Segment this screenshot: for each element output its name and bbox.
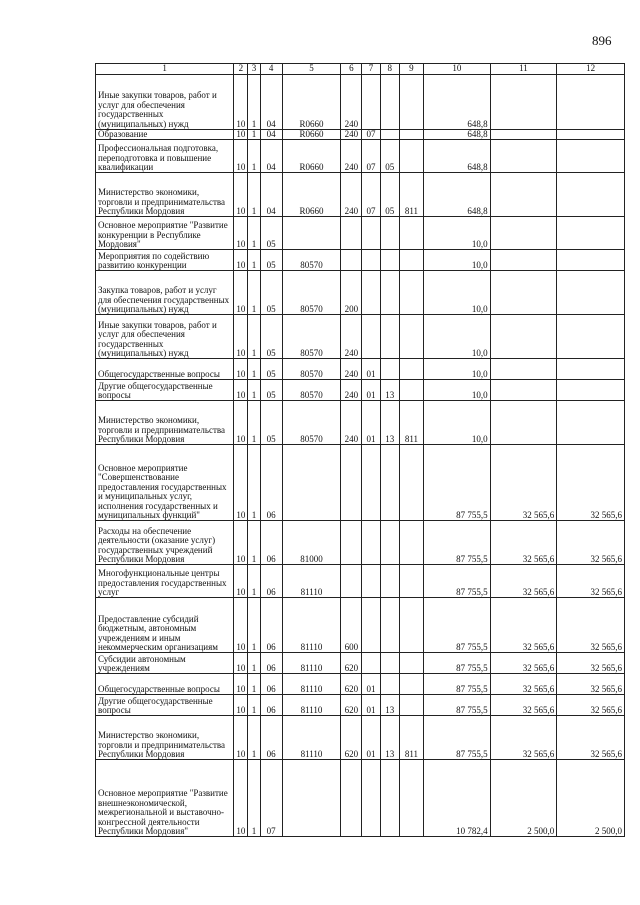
cell-amount: 87 755,5 — [424, 716, 491, 760]
cell-code: 1 — [248, 716, 260, 760]
table-row — [96, 130, 625, 140]
cell-amount — [557, 173, 625, 217]
cell-amount: 32 565,6 — [557, 653, 625, 674]
cell-code: 1 — [248, 140, 260, 173]
cell-code — [362, 760, 380, 837]
column-header: 9 — [399, 64, 423, 75]
cell-code: 10 — [234, 401, 248, 445]
table-header-row — [96, 64, 625, 75]
cell-code — [362, 565, 380, 598]
cell-name: Другие общегосударственные вопросы — [96, 380, 234, 401]
table-row — [96, 359, 625, 380]
cell-code — [341, 521, 362, 565]
cell-code: 1 — [248, 359, 260, 380]
column-header: 5 — [282, 64, 341, 75]
cell-code: 10 — [234, 598, 248, 653]
column-header: 6 — [341, 64, 362, 75]
cell-amount: 648,8 — [424, 173, 491, 217]
cell-name: Министерство экономики, торговли и предпринимательства Республики Мордовия — [96, 173, 234, 217]
cell-code — [341, 760, 362, 837]
cell-code: 80570 — [282, 271, 341, 315]
cell-amount: 87 755,5 — [424, 674, 491, 695]
cell-code — [380, 445, 399, 521]
cell-code — [341, 217, 362, 250]
cell-amount: 32 565,6 — [490, 674, 557, 695]
table-row — [96, 521, 625, 565]
cell-name: Многофункциональные центры предоставления государственных услуг — [96, 565, 234, 598]
cell-code — [362, 315, 380, 359]
cell-code: 1 — [248, 380, 260, 401]
cell-code: 620 — [341, 716, 362, 760]
cell-code — [399, 140, 423, 173]
cell-code: 1 — [248, 598, 260, 653]
cell-code: 04 — [260, 173, 282, 217]
cell-code — [399, 315, 423, 359]
cell-code — [380, 521, 399, 565]
cell-code: 10 — [234, 674, 248, 695]
cell-name: Иные закупки товаров, работ и услуг для обеспечения государственных (муниципальных) нужд — [96, 315, 234, 359]
cell-code — [282, 217, 341, 250]
cell-code — [380, 250, 399, 271]
table-row — [96, 271, 625, 315]
cell-amount — [557, 380, 625, 401]
cell-code: 05 — [260, 401, 282, 445]
cell-code: 1 — [248, 695, 260, 716]
cell-code: 81110 — [282, 565, 341, 598]
cell-code — [399, 75, 423, 130]
cell-code — [362, 653, 380, 674]
cell-code: 1 — [248, 653, 260, 674]
cell-code: 81110 — [282, 695, 341, 716]
cell-code — [399, 359, 423, 380]
cell-code — [341, 250, 362, 271]
cell-code: 1 — [248, 445, 260, 521]
cell-code: 10 — [234, 445, 248, 521]
cell-code — [380, 217, 399, 250]
cell-code: 1 — [248, 315, 260, 359]
cell-code: 07 — [260, 760, 282, 837]
cell-name: Иные закупки товаров, работ и услуг для обеспечения государственных (муниципальных) нужд — [96, 75, 234, 130]
cell-amount: 648,8 — [424, 130, 491, 140]
cell-code — [282, 760, 341, 837]
cell-name: Министерство экономики, торговли и предпринимательства Республики Мордовия — [96, 716, 234, 760]
cell-name: Другие общегосударственные вопросы — [96, 695, 234, 716]
cell-code: 06 — [260, 716, 282, 760]
cell-amount: 87 755,5 — [424, 445, 491, 521]
cell-amount: 87 755,5 — [424, 565, 491, 598]
cell-name: Предоставление субсидий бюджетным, автономным учреждениям и иным некоммерческим организациям — [96, 598, 234, 653]
cell-code: 811 — [399, 401, 423, 445]
cell-code: 06 — [260, 653, 282, 674]
cell-code: 81110 — [282, 716, 341, 760]
table-row — [96, 653, 625, 674]
column-header: 2 — [234, 64, 248, 75]
cell-code — [380, 653, 399, 674]
table-row — [96, 760, 625, 837]
cell-code: 81110 — [282, 653, 341, 674]
cell-name: Основное мероприятие "Развитие внешнеэкономической, межрегиональной и выставочно-конгрессной деятельности Республики Мордовия" — [96, 760, 234, 837]
cell-code: 240 — [341, 315, 362, 359]
table-row — [96, 716, 625, 760]
cell-code: 240 — [341, 130, 362, 140]
cell-code: R0660 — [282, 130, 341, 140]
cell-amount — [557, 140, 625, 173]
cell-code: 200 — [341, 271, 362, 315]
cell-amount: 87 755,5 — [424, 653, 491, 674]
table-body — [96, 75, 625, 837]
cell-code: 10 — [234, 565, 248, 598]
cell-amount: 32 565,6 — [557, 445, 625, 521]
cell-code: 240 — [341, 359, 362, 380]
cell-code — [362, 217, 380, 250]
cell-amount: 10,0 — [424, 359, 491, 380]
cell-code: 05 — [260, 217, 282, 250]
cell-code — [362, 271, 380, 315]
cell-code: R0660 — [282, 140, 341, 173]
cell-code: 240 — [341, 75, 362, 130]
cell-code — [399, 130, 423, 140]
cell-code: 620 — [341, 695, 362, 716]
cell-code — [362, 521, 380, 565]
table-row — [96, 445, 625, 521]
cell-code — [399, 445, 423, 521]
cell-amount — [557, 315, 625, 359]
cell-amount: 32 565,6 — [490, 445, 557, 521]
cell-amount — [490, 380, 557, 401]
cell-amount: 2 500,0 — [557, 760, 625, 837]
cell-name: Профессиональная подготовка, переподготовка и повышение квалификации — [96, 140, 234, 173]
cell-code: 10 — [234, 695, 248, 716]
cell-code: 13 — [380, 716, 399, 760]
cell-code: 10 — [234, 173, 248, 217]
cell-code: 01 — [362, 674, 380, 695]
cell-amount — [557, 271, 625, 315]
cell-code: 01 — [362, 695, 380, 716]
cell-amount: 648,8 — [424, 75, 491, 130]
cell-amount — [490, 130, 557, 140]
table-row — [96, 598, 625, 653]
cell-code: 06 — [260, 598, 282, 653]
table-row — [96, 140, 625, 173]
table-row — [96, 695, 625, 716]
cell-name: Образование — [96, 130, 234, 140]
cell-code — [399, 217, 423, 250]
cell-amount — [490, 250, 557, 271]
cell-code — [380, 130, 399, 140]
cell-code: 240 — [341, 401, 362, 445]
table-row — [96, 173, 625, 217]
cell-amount: 32 565,6 — [557, 598, 625, 653]
cell-code: 04 — [260, 140, 282, 173]
cell-code: 1 — [248, 521, 260, 565]
table-row — [96, 315, 625, 359]
cell-name: Общегосударственные вопросы — [96, 359, 234, 380]
cell-name: Мероприятия по содействию развитию конкуренции — [96, 250, 234, 271]
cell-code — [399, 653, 423, 674]
cell-code: 04 — [260, 130, 282, 140]
cell-amount: 32 565,6 — [557, 521, 625, 565]
cell-code: 05 — [380, 140, 399, 173]
cell-amount: 10,0 — [424, 217, 491, 250]
cell-code: 10 — [234, 653, 248, 674]
cell-code — [282, 445, 341, 521]
cell-amount: 32 565,6 — [490, 521, 557, 565]
cell-code — [380, 315, 399, 359]
cell-code: 01 — [362, 359, 380, 380]
table-row — [96, 674, 625, 695]
cell-code — [399, 271, 423, 315]
cell-code: R0660 — [282, 173, 341, 217]
cell-code — [380, 75, 399, 130]
cell-amount — [490, 401, 557, 445]
cell-code: 10 — [234, 250, 248, 271]
cell-amount — [490, 217, 557, 250]
cell-code: 1 — [248, 75, 260, 130]
cell-code — [399, 565, 423, 598]
cell-code: 13 — [380, 401, 399, 445]
cell-code: 10 — [234, 760, 248, 837]
cell-code — [380, 359, 399, 380]
cell-code: 80570 — [282, 250, 341, 271]
cell-code: 240 — [341, 173, 362, 217]
table-row — [96, 380, 625, 401]
cell-amount — [490, 173, 557, 217]
cell-code — [399, 674, 423, 695]
cell-amount — [490, 359, 557, 380]
cell-amount — [557, 217, 625, 250]
cell-amount: 32 565,6 — [557, 716, 625, 760]
page-number: 896 — [592, 33, 612, 48]
cell-code: 240 — [341, 380, 362, 401]
cell-amount — [557, 130, 625, 140]
cell-amount: 32 565,6 — [490, 695, 557, 716]
budget-table — [95, 63, 625, 837]
cell-code — [362, 445, 380, 521]
cell-code — [380, 565, 399, 598]
cell-code: 06 — [260, 674, 282, 695]
cell-amount: 32 565,6 — [490, 653, 557, 674]
cell-code: 1 — [248, 760, 260, 837]
cell-amount: 648,8 — [424, 140, 491, 173]
cell-code: 13 — [380, 380, 399, 401]
cell-code: 07 — [362, 140, 380, 173]
cell-code: 10 — [234, 75, 248, 130]
cell-code: 1 — [248, 250, 260, 271]
cell-amount — [557, 250, 625, 271]
cell-code — [362, 250, 380, 271]
cell-code: 1 — [248, 674, 260, 695]
cell-code — [399, 695, 423, 716]
cell-code: 06 — [260, 521, 282, 565]
cell-code: 06 — [260, 565, 282, 598]
cell-code — [399, 598, 423, 653]
cell-code — [399, 521, 423, 565]
cell-code: 1 — [248, 401, 260, 445]
cell-code: 620 — [341, 674, 362, 695]
column-header: 7 — [362, 64, 380, 75]
cell-code: 1 — [248, 173, 260, 217]
table-row — [96, 250, 625, 271]
cell-code: R0660 — [282, 75, 341, 130]
cell-code — [341, 445, 362, 521]
cell-code: 811 — [399, 716, 423, 760]
cell-code: 13 — [380, 695, 399, 716]
cell-code: 05 — [260, 315, 282, 359]
cell-amount — [490, 315, 557, 359]
column-header: 1 — [96, 64, 234, 75]
cell-name: Закупка товаров, работ и услуг для обеспечения государственных (муниципальных) нужд — [96, 271, 234, 315]
cell-code: 1 — [248, 130, 260, 140]
table-row — [96, 75, 625, 130]
cell-code: 05 — [380, 173, 399, 217]
cell-code: 01 — [362, 401, 380, 445]
cell-amount — [490, 271, 557, 315]
table-row — [96, 401, 625, 445]
cell-amount — [490, 140, 557, 173]
cell-amount: 10,0 — [424, 380, 491, 401]
cell-name: Субсидии автономным учреждениям — [96, 653, 234, 674]
cell-code: 10 — [234, 315, 248, 359]
cell-code: 07 — [362, 130, 380, 140]
cell-amount: 32 565,6 — [557, 695, 625, 716]
cell-amount: 10,0 — [424, 250, 491, 271]
cell-amount — [557, 359, 625, 380]
cell-code — [399, 760, 423, 837]
cell-code: 81110 — [282, 598, 341, 653]
cell-amount — [490, 75, 557, 130]
cell-name: Министерство экономики, торговли и предпринимательства Республики Мордовия — [96, 401, 234, 445]
cell-code: 07 — [362, 173, 380, 217]
cell-amount: 32 565,6 — [490, 598, 557, 653]
cell-code: 10 — [234, 140, 248, 173]
cell-code: 06 — [260, 445, 282, 521]
cell-code — [380, 760, 399, 837]
column-header: 12 — [557, 64, 625, 75]
cell-amount: 10,0 — [424, 315, 491, 359]
cell-code: 05 — [260, 250, 282, 271]
cell-code — [341, 565, 362, 598]
cell-code — [399, 380, 423, 401]
cell-code — [380, 674, 399, 695]
cell-code: 81000 — [282, 521, 341, 565]
cell-amount: 32 565,6 — [490, 565, 557, 598]
cell-code: 01 — [362, 716, 380, 760]
cell-code — [399, 250, 423, 271]
cell-amount: 32 565,6 — [557, 565, 625, 598]
cell-code: 80570 — [282, 401, 341, 445]
cell-name: Расходы на обеспечение деятельности (оказание услуг) государственных учреждений Республики Мордовия — [96, 521, 234, 565]
cell-code: 1 — [248, 217, 260, 250]
cell-code — [380, 598, 399, 653]
cell-code: 620 — [341, 653, 362, 674]
cell-code: 05 — [260, 359, 282, 380]
column-header: 11 — [490, 64, 557, 75]
cell-name: Основное мероприятие "Совершенствование предоставления государственных и муниципальных услуг, исполнения государственных и муниципальных функций" — [96, 445, 234, 521]
cell-code: 80570 — [282, 359, 341, 380]
cell-code: 1 — [248, 271, 260, 315]
cell-code: 811 — [399, 173, 423, 217]
cell-code: 06 — [260, 695, 282, 716]
cell-amount: 2 500,0 — [490, 760, 557, 837]
cell-code: 01 — [362, 380, 380, 401]
cell-code: 05 — [260, 380, 282, 401]
cell-code: 10 — [234, 521, 248, 565]
column-header: 4 — [260, 64, 282, 75]
cell-code: 1 — [248, 565, 260, 598]
cell-code: 10 — [234, 359, 248, 380]
cell-code: 10 — [234, 380, 248, 401]
cell-code: 10 — [234, 130, 248, 140]
cell-amount: 10 782,4 — [424, 760, 491, 837]
cell-code: 80570 — [282, 315, 341, 359]
cell-amount: 32 565,6 — [557, 674, 625, 695]
cell-amount: 10,0 — [424, 401, 491, 445]
cell-code: 80570 — [282, 380, 341, 401]
cell-amount: 87 755,5 — [424, 598, 491, 653]
table-row — [96, 565, 625, 598]
cell-code — [362, 598, 380, 653]
cell-code: 10 — [234, 217, 248, 250]
table-row — [96, 217, 625, 250]
column-header: 10 — [424, 64, 491, 75]
cell-amount: 10,0 — [424, 271, 491, 315]
cell-code: 10 — [234, 716, 248, 760]
cell-code: 240 — [341, 140, 362, 173]
cell-code: 04 — [260, 75, 282, 130]
cell-code — [362, 75, 380, 130]
cell-code: 600 — [341, 598, 362, 653]
cell-amount: 87 755,5 — [424, 521, 491, 565]
cell-amount: 32 565,6 — [490, 716, 557, 760]
cell-code: 81110 — [282, 674, 341, 695]
cell-amount: 87 755,5 — [424, 695, 491, 716]
column-header: 8 — [380, 64, 399, 75]
cell-name: Основное мероприятие "Развитие конкуренции в Республике Мордовия" — [96, 217, 234, 250]
column-header: 3 — [248, 64, 260, 75]
cell-amount — [557, 75, 625, 130]
cell-amount — [557, 401, 625, 445]
cell-code: 10 — [234, 271, 248, 315]
cell-code: 05 — [260, 271, 282, 315]
cell-code — [380, 271, 399, 315]
cell-name: Общегосударственные вопросы — [96, 674, 234, 695]
